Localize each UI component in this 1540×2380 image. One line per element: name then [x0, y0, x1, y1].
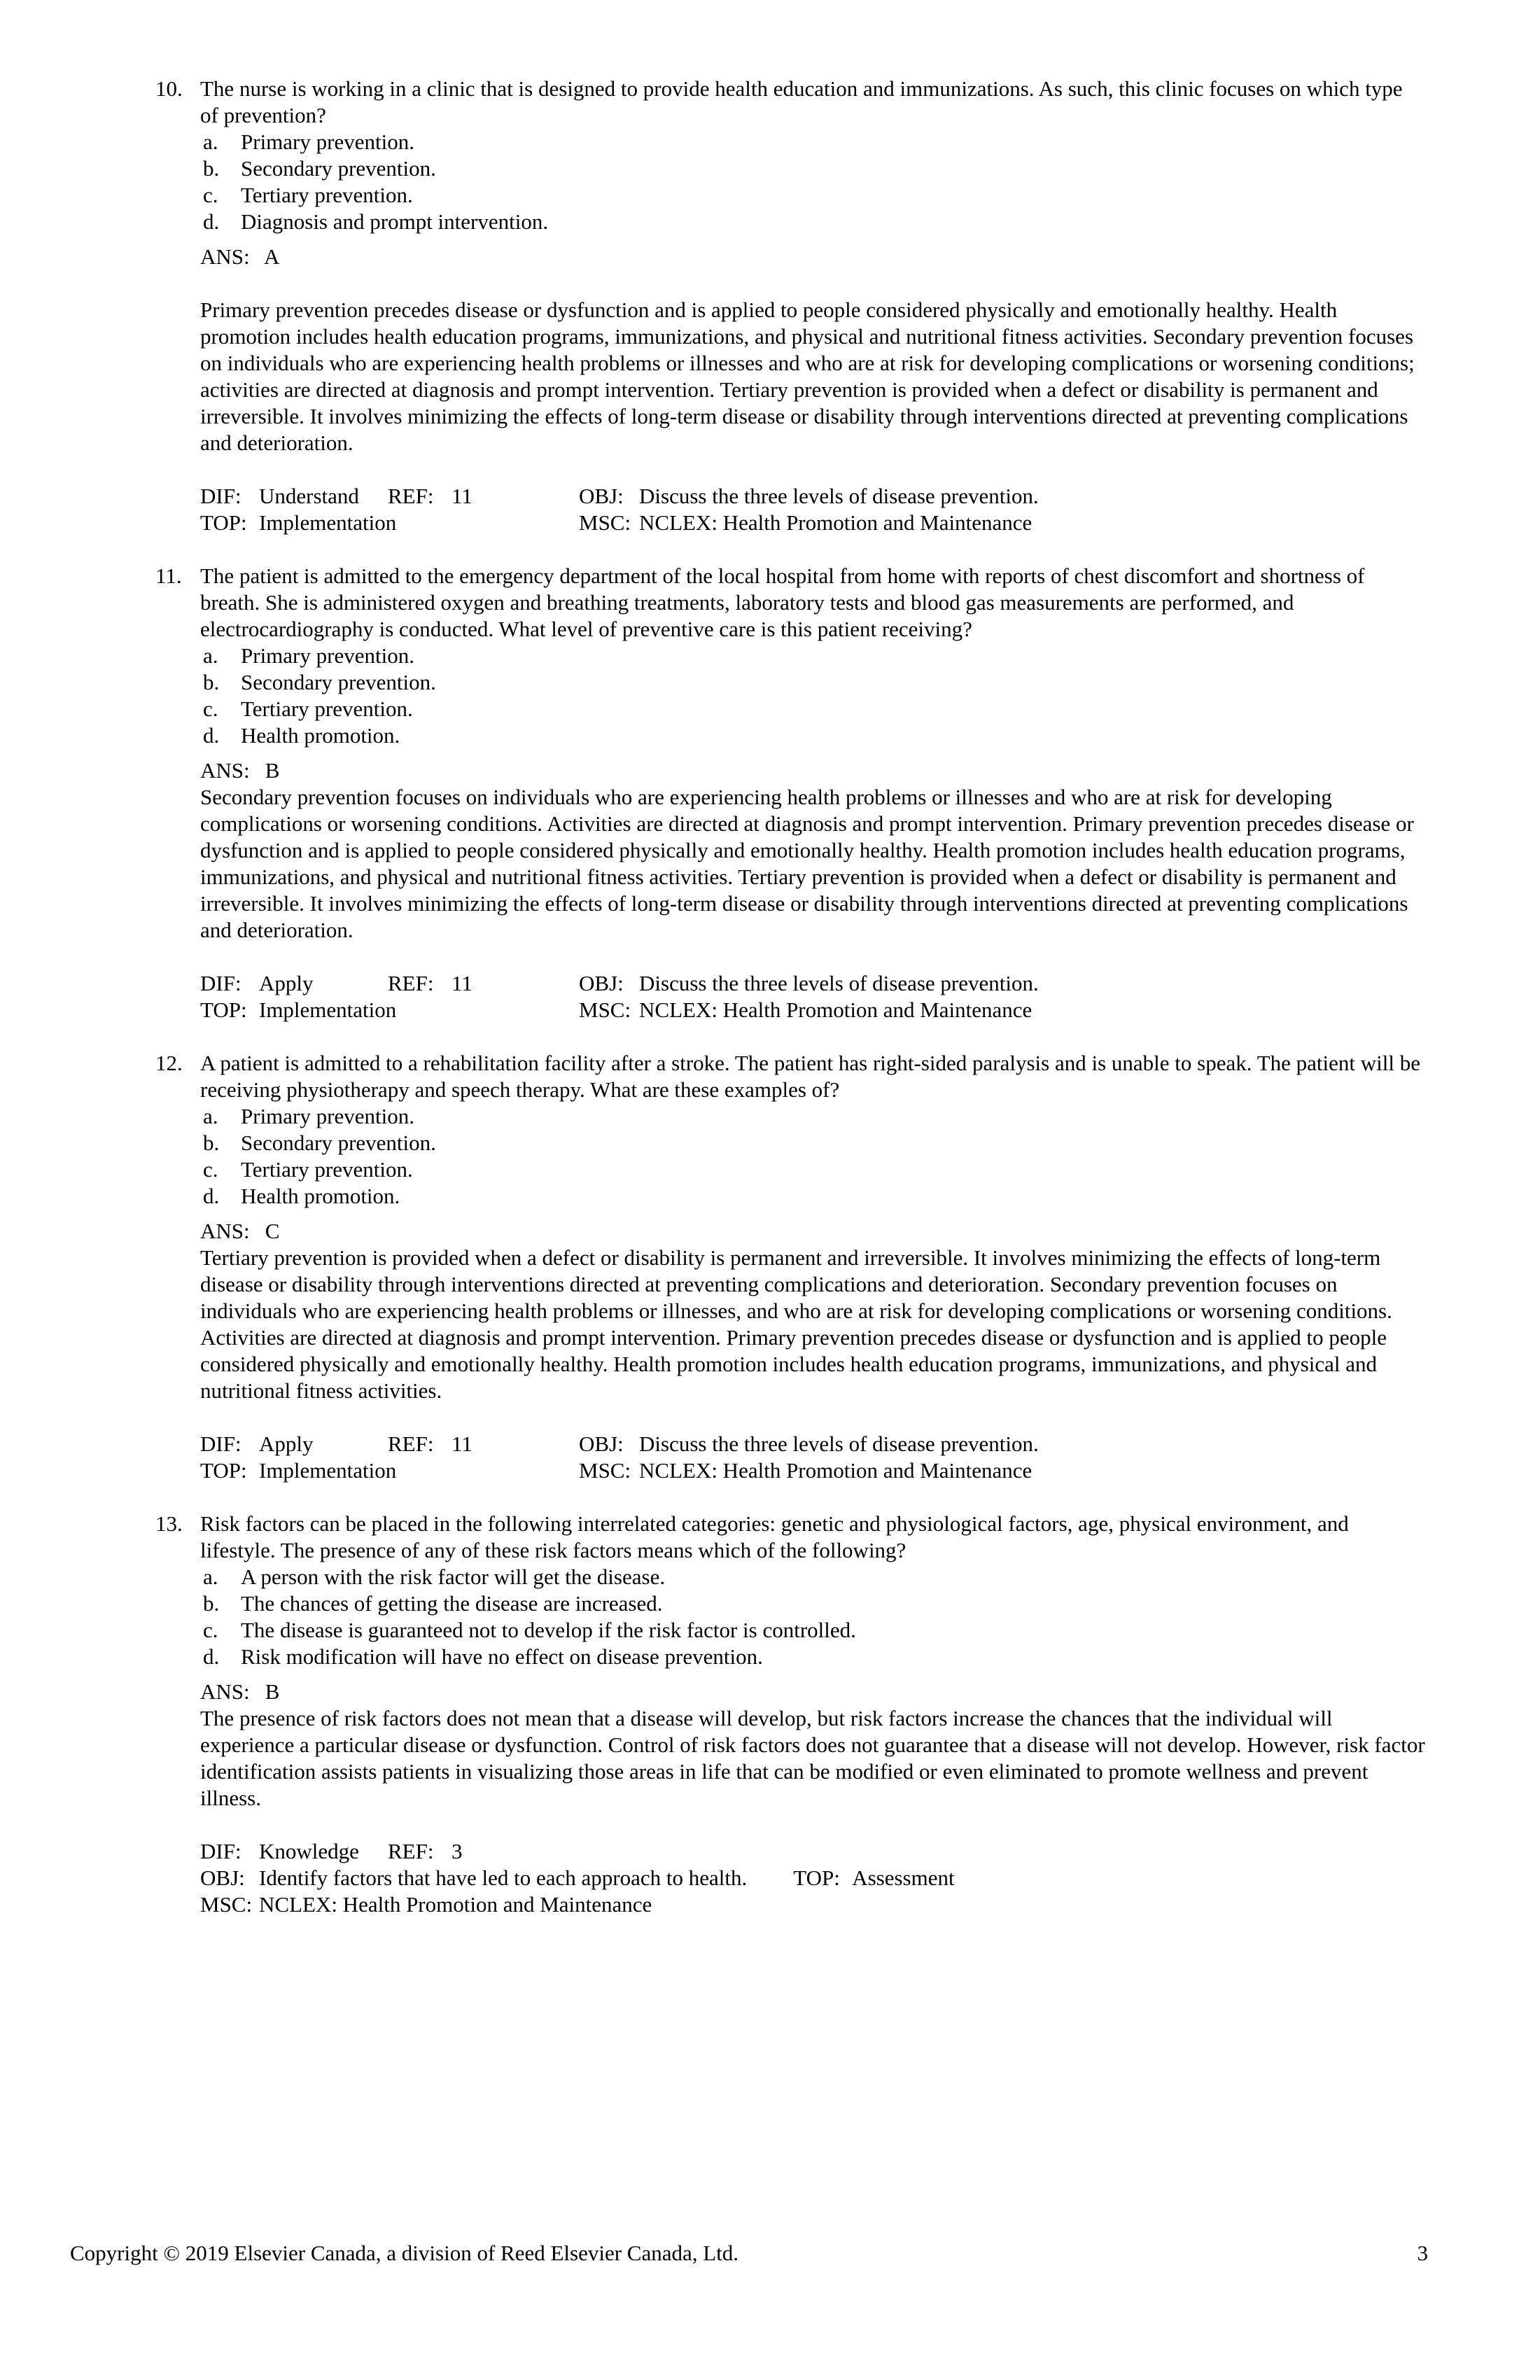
msc-value: NCLEX: Health Promotion and Maintenance [639, 1458, 1032, 1483]
option-letter: b. [203, 156, 220, 181]
option-letter: d. [203, 209, 220, 234]
footer-page-number: 3 [1417, 2241, 1428, 2265]
option-letter: b. [203, 670, 220, 694]
meta-row [200, 1865, 1426, 1891]
option-row [203, 1183, 1426, 1210]
answer-value: C [265, 1219, 280, 1243]
ref-value: 11 [451, 1432, 472, 1456]
option-text: Risk modification will have no effect on disease prevention. [241, 1644, 763, 1669]
answer-value: B [265, 1679, 280, 1704]
answer-label: ANS: [200, 1679, 250, 1704]
dif-value: Apply [259, 1432, 314, 1456]
options-list [203, 129, 1426, 235]
option-text: Secondary prevention. [241, 156, 436, 181]
option-text: Primary prevention. [241, 130, 414, 154]
ref-label: REF: [388, 971, 434, 995]
option-text: Tertiary prevention. [241, 183, 413, 207]
ref-label: REF: [388, 1839, 434, 1863]
top-value: Implementation [259, 510, 397, 535]
meta-row [200, 1431, 1426, 1457]
ref-value: 3 [451, 1839, 463, 1863]
dif-value: Apply [259, 971, 314, 995]
option-text: Tertiary prevention. [241, 696, 413, 721]
option-row [203, 1644, 1426, 1670]
option-letter: c. [203, 696, 218, 721]
msc-label: MSC: [579, 997, 631, 1022]
answer-label: ANS: [200, 1219, 250, 1243]
option-letter: b. [203, 1591, 220, 1616]
option-text: Primary prevention. [241, 1104, 414, 1128]
obj-value: Discuss the three levels of disease prevention. [639, 1432, 1039, 1456]
top-label: TOP: [200, 997, 247, 1022]
top-label: TOP: [200, 1458, 247, 1483]
msc-value: NCLEX: Health Promotion and Maintenance [259, 1892, 652, 1917]
option-letter: c. [203, 183, 218, 207]
rationale-text: The presence of risk factors does not mean that a disease will develop, but risk factors increase the chances that the individual will experience a particular disease or dysfunction. Control of risk factors does not guarantee that a disease will not develop. However, risk factor identification assists patients in visualizing those areas in life that can be modified or even eliminated to promote wellness and prevent illness. [200, 1706, 1425, 1810]
question-stem: A patient is admitted to a rehabilitation facility after a stroke. The patient has right-sided paralysis and is unable to speak. The patient will be receiving physiotherapy and speech therapy. What are these examples of? [200, 1051, 1420, 1102]
question-12 [155, 1050, 1426, 1484]
option-text: Secondary prevention. [241, 1130, 436, 1155]
option-letter: b. [203, 1130, 220, 1155]
question-13 [155, 1511, 1426, 1918]
meta-row [200, 970, 1426, 997]
question-header [155, 76, 1426, 129]
footer-copyright: Copyright © 2019 Elsevier Canada, a division of Reed Elsevier Canada, Ltd. [70, 2241, 739, 2265]
obj-value: Discuss the three levels of disease prevention. [639, 971, 1039, 995]
option-letter: a. [203, 130, 218, 154]
top-label: TOP: [793, 1865, 840, 1890]
question-stem: Risk factors can be placed in the following interrelated categories: genetic and physiological factors, age, physical environment, and lifestyle. The presence of any of these risk factors means which of the following? [200, 1511, 1349, 1562]
dif-label: DIF: [200, 484, 241, 508]
option-letter: c. [203, 1618, 218, 1642]
top-value: Implementation [259, 997, 397, 1022]
msc-label: MSC: [200, 1892, 253, 1917]
option-row [203, 643, 1426, 669]
ref-value: 11 [451, 971, 472, 995]
option-letter: d. [203, 1184, 220, 1208]
question-header [155, 1050, 1426, 1103]
obj-label: OBJ: [200, 1865, 245, 1890]
options-list [203, 643, 1426, 749]
options-list [203, 1103, 1426, 1210]
options-list [203, 1564, 1426, 1670]
option-text: Diagnosis and prompt intervention. [241, 209, 549, 234]
option-letter: c. [203, 1157, 218, 1182]
option-letter: d. [203, 1644, 220, 1669]
dif-label: DIF: [200, 1839, 241, 1863]
answer-label: ANS: [200, 758, 250, 783]
answer-label: ANS: [200, 244, 250, 269]
meta-section [200, 1838, 1426, 1918]
top-value: Assessment [852, 1865, 955, 1890]
obj-value: Discuss the three levels of disease prevention. [639, 484, 1039, 508]
msc-value: NCLEX: Health Promotion and Maintenance [639, 997, 1032, 1022]
dif-value: Knowledge [259, 1839, 359, 1863]
answer-row [200, 244, 1426, 270]
msc-label: MSC: [579, 510, 631, 535]
answer-value: A [264, 244, 280, 269]
meta-row [200, 1891, 1426, 1918]
meta-row [200, 510, 1426, 536]
dif-label: DIF: [200, 1432, 241, 1456]
option-row [203, 1103, 1426, 1130]
question-header [155, 1511, 1426, 1564]
obj-label: OBJ: [579, 1432, 624, 1456]
option-row [203, 1590, 1426, 1617]
option-text: The disease is guaranteed not to develop if the risk factor is controlled. [241, 1618, 856, 1642]
option-row [203, 209, 1426, 235]
top-value: Implementation [259, 1458, 397, 1483]
option-text: Health promotion. [241, 723, 400, 748]
option-row [203, 1617, 1426, 1644]
question-number: 10. [155, 76, 183, 101]
option-row [203, 1130, 1426, 1156]
answer-row [200, 757, 1426, 784]
question-number: 11. [155, 564, 182, 588]
question-11 [155, 563, 1426, 1023]
ref-label: REF: [388, 484, 434, 508]
top-label: TOP: [200, 510, 247, 535]
option-row [203, 1564, 1426, 1590]
obj-value: Identify factors that have led to each approach to health. [259, 1865, 748, 1890]
option-row [203, 722, 1426, 749]
option-text: Primary prevention. [241, 643, 414, 668]
option-row [203, 1156, 1426, 1183]
question-number: 12. [155, 1051, 183, 1075]
meta-row [200, 997, 1426, 1023]
meta-section [200, 483, 1426, 536]
dif-value: Understand [259, 484, 359, 508]
question-10 [155, 76, 1426, 536]
ref-label: REF: [388, 1432, 434, 1456]
question-stem: The nurse is working in a clinic that is designed to provide health education and immunizations. As such, this clinic focuses on which type of prevention? [200, 76, 1403, 127]
rationale-text: Primary prevention precedes disease or dysfunction and is applied to people considered physically and emotionally healthy. Health promotion includes health education programs, immunizations, and physical and nutritional fitness activities. Secondary prevention focuses on individuals who are experiencing health problems or illnesses and who are at risk for developing complications or worsening conditions; activities are directed at diagnosis and prompt intervention. Tertiary prevention is provided when a defect or disability is permanent and irreversible. It involves minimizing the effects of long-term disease or disability through interventions directed at preventing complications and deterioration. [200, 298, 1415, 455]
option-text: The chances of getting the disease are increased. [241, 1591, 663, 1616]
answer-row [200, 1218, 1426, 1245]
ref-value: 11 [451, 484, 472, 508]
option-row [203, 696, 1426, 722]
answer-value: B [265, 758, 280, 783]
option-letter: a. [203, 643, 218, 668]
meta-row [200, 1838, 1426, 1865]
question-header [155, 563, 1426, 643]
questions-content [155, 76, 1426, 1945]
meta-row [200, 483, 1426, 510]
option-row [203, 669, 1426, 696]
rationale-text: Tertiary prevention is provided when a defect or disability is permanent and irreversible. It involves minimizing the effects of long-term disease or disability through interventions directed at preventing complications and deterioration. Secondary prevention focuses on individuals who are experiencing health problems or illnesses, and who are at risk for developing complications or worsening conditions. Activities are directed at diagnosis and prompt intervention. Primary prevention precedes disease or dysfunction and is applied to people considered physically and emotionally healthy. Health promotion includes health education programs, immunizations, and physical and nutritional fitness activities. [200, 1245, 1392, 1403]
page-footer [70, 2240, 1428, 2267]
option-text: Health promotion. [241, 1184, 400, 1208]
obj-label: OBJ: [579, 484, 624, 508]
msc-label: MSC: [579, 1458, 631, 1483]
option-letter: a. [203, 1564, 218, 1589]
obj-label: OBJ: [579, 971, 624, 995]
option-letter: d. [203, 723, 220, 748]
question-number: 13. [155, 1511, 183, 1536]
meta-section [200, 1431, 1426, 1484]
option-row [203, 182, 1426, 209]
option-row [203, 129, 1426, 155]
answer-row [200, 1679, 1426, 1705]
option-text: Secondary prevention. [241, 670, 436, 694]
msc-value: NCLEX: Health Promotion and Maintenance [639, 510, 1032, 535]
option-row [203, 155, 1426, 182]
option-text: A person with the risk factor will get the disease. [241, 1564, 666, 1589]
question-stem: The patient is admitted to the emergency department of the local hospital from home with reports of chest discomfort and shortness of breath. She is administered oxygen and breathing treatments, laboratory tests and blood gas measurements are performed, and electrocardiography is conducted. What level of preventive care is this patient receiving? [200, 564, 1365, 641]
meta-section [200, 970, 1426, 1023]
option-text: Tertiary prevention. [241, 1157, 413, 1182]
meta-row [200, 1457, 1426, 1484]
dif-label: DIF: [200, 971, 241, 995]
rationale-text: Secondary prevention focuses on individuals who are experiencing health problems or illnesses and who are at risk for developing complications or worsening conditions. Activities are directed at diagnosis and prompt intervention. Primary prevention precedes disease or dysfunction and is applied to people considered physically and emotionally healthy. Health promotion includes health education programs, immunizations, and physical and nutritional fitness activities. Tertiary prevention is provided when a defect or disability is permanent and irreversible. It involves minimizing the effects of long-term disease or disability through interventions directed at preventing complications and deterioration. [200, 785, 1414, 942]
option-letter: a. [203, 1104, 218, 1128]
